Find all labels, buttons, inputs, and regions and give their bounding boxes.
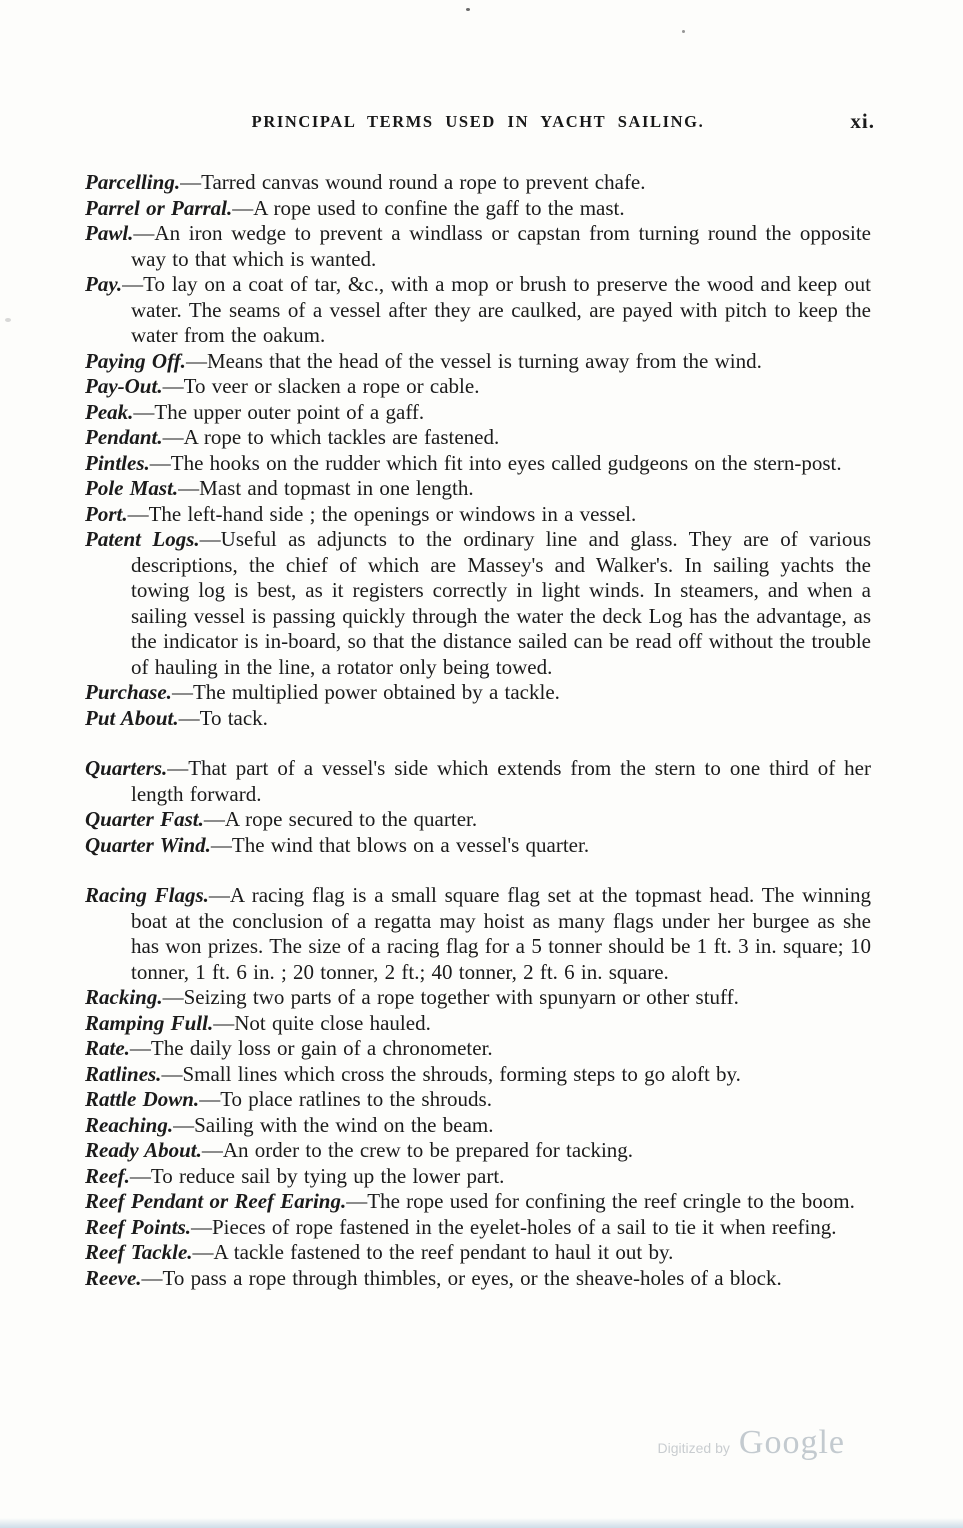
entry-term: Pendant. — [85, 425, 163, 449]
entry-definition: —Tarred canvas wound round a rope to prevent chafe. — [180, 170, 646, 194]
page-number: xi. — [850, 109, 875, 133]
entry-term: Quarter Wind. — [85, 832, 211, 857]
entry-term: Pole Mast. — [85, 476, 179, 500]
entry-definition: —To reduce sail by tying up the lower part. — [129, 1163, 505, 1188]
entry-term: Parrel or Parral. — [85, 195, 233, 220]
glossary-entry — [85, 1087, 871, 1113]
entry-term: Pay. — [85, 272, 123, 296]
glossary-section — [85, 756, 871, 858]
entry-definition: —The upper outer point of a gaff. — [133, 399, 425, 424]
entry-term: Ramping Full. — [85, 1010, 214, 1035]
entry-definition: —The wind that blows on a vessel's quarter. — [210, 832, 590, 857]
entry-term: Quarters. — [85, 756, 168, 780]
glossary-entry — [85, 1138, 871, 1164]
glossary-entry — [85, 1036, 871, 1062]
entry-term: Quarter Fast. — [85, 807, 204, 831]
glossary-entry — [85, 1240, 871, 1266]
entry-definition: —A rope secured to the quarter. — [203, 807, 478, 831]
entry-definition: —A rope used to confine the gaff to the mast. — [232, 195, 625, 220]
entry-definition: —The left-hand side ; the openings or windows in a vessel. — [127, 501, 637, 526]
entry-definition: —The rope used for confining the reef cringle to the boom. — [346, 1189, 855, 1213]
glossary-entry — [85, 170, 871, 196]
glossary-entry — [85, 527, 871, 680]
entry-term: Paying Off. — [85, 348, 186, 373]
entry-term: Ratlines. — [85, 1061, 162, 1086]
entry-definition: —Means that the head of the vessel is turning away from the wind. — [185, 348, 762, 373]
glossary-entry — [85, 985, 871, 1011]
entry-definition: —A rope to which tackles are fastened. — [162, 425, 500, 449]
entry-definition: —To veer or slacken a rope or cable. — [162, 374, 480, 398]
glossary-entry — [85, 756, 871, 807]
glossary-entry — [85, 1215, 871, 1241]
glossary-entry — [85, 502, 871, 528]
entry-definition: —Mast and topmast in one length. — [178, 476, 474, 500]
entry-definition: —The daily loss or gain of a chronometer. — [129, 1036, 493, 1060]
glossary-section — [85, 170, 871, 731]
scan-edge-band — [0, 1518, 963, 1528]
entry-term: Patent Logs. — [85, 527, 200, 551]
entry-term: Racking. — [85, 985, 163, 1009]
entry-term: Port. — [85, 501, 128, 526]
glossary-entry — [85, 425, 871, 451]
glossary-entry — [85, 1164, 871, 1190]
glossary-entry — [85, 807, 871, 833]
entry-definition: —To tack. — [178, 705, 268, 730]
glossary-entry — [85, 680, 871, 706]
entry-definition: —The multiplied power obtained by a tackle. — [171, 680, 560, 704]
glossary-entry — [85, 451, 871, 477]
glossary-entry — [85, 1011, 871, 1037]
glossary-entry — [85, 349, 871, 375]
glossary-entry — [85, 1189, 871, 1215]
entry-definition: —A tackle fastened to the reef pendant to haul it out by. — [192, 1240, 674, 1264]
entry-term: Reeve. — [85, 1265, 142, 1290]
google-logo: Google — [738, 1424, 845, 1461]
page-content — [85, 109, 875, 1291]
entry-definition: —Sailing with the wind on the beam. — [173, 1112, 494, 1137]
glossary-entry — [85, 833, 871, 859]
entry-term: Pawl. — [85, 221, 134, 245]
scan-speck — [5, 318, 11, 322]
glossary-entry — [85, 1113, 871, 1139]
entry-definition: —Useful as adjuncts to the ordinary line and glass. They are of various descriptions, the chief of which are Massey's and Walker's. In sailing yachts the towing log is best, as it registers correctly in light winds. In steamers, and when a sailing vessel is passing quickly through the water the deck Log has the advantage, as the indicator is in-board, so that the distance sailed can be read off without the trouble of hauling in the line, a rotator only being towed. — [131, 527, 872, 679]
entry-term: Reef Points. — [85, 1214, 191, 1239]
entry-definition: —To lay on a coat of tar, &c., with a mop or brush to preserve the wood and keep out water. The seams of a vessel after they are caulked, are payed with pitch to keep the water from the oakum. — [122, 272, 871, 347]
entry-term: Put About. — [85, 705, 179, 730]
entry-term: Peak. — [85, 399, 134, 424]
entry-term: Ready About. — [85, 1138, 202, 1162]
entry-term: Reef. — [85, 1163, 130, 1188]
glossary-section — [85, 883, 871, 1291]
scan-speck — [682, 30, 685, 33]
entry-term: Reef Tackle. — [85, 1240, 193, 1264]
glossary-entry — [85, 883, 871, 985]
entry-definition: —A racing flag is a small square flag set at the topmast head. The winning boat at the conclusion of a regatta may hoist as many flags under her burgee as she has won prizes. The size of a racing flag for a 5 tonner should be 1 ft. 3 in. square; 10 tonner, 1 ft. 6 in. ; 20 tonner, 2 ft.; 40 tonner, 2 ft. 6 in. square. — [131, 883, 871, 984]
glossary-entry — [85, 706, 871, 732]
glossary-entry — [85, 1062, 871, 1088]
glossary-entry — [85, 221, 871, 272]
entry-term: Purchase. — [85, 680, 172, 704]
entry-term: Pay-Out. — [85, 374, 163, 398]
entry-definition: —That part of a vessel's side which extends from the stern to one third of her length forward. — [131, 756, 871, 806]
entry-term: Pintles. — [85, 450, 150, 475]
glossary-entry — [85, 374, 871, 400]
entry-definition: —Pieces of rope fastened in the eyelet-holes of a sail to tie it when reefing. — [191, 1214, 837, 1239]
entry-definition: —The hooks on the rudder which fit into eyes called gudgeons on the stern-post. — [149, 450, 842, 475]
entry-definition: —An order to the crew to be prepared for tacking. — [201, 1138, 634, 1162]
glossary-entry — [85, 476, 871, 502]
digitization-watermark — [658, 1424, 845, 1462]
entry-term: Rattle Down. — [85, 1087, 200, 1111]
page-header — [85, 109, 875, 136]
glossary-entry — [85, 272, 871, 349]
scan-speck — [466, 8, 470, 11]
entry-definition: —To pass a rope through thimbles, or eyes, or the sheave-holes of a block. — [141, 1265, 782, 1290]
entry-definition: —Seizing two parts of a rope together with spunyarn or other stuff. — [162, 985, 739, 1009]
running-title: PRINCIPAL TERMS USED IN YACHT SAILING. — [251, 112, 705, 131]
entry-definition: —To place ratlines to the shrouds. — [199, 1087, 492, 1111]
entry-definition: —Small lines which cross the shrouds, forming steps to go aloft by. — [161, 1061, 741, 1086]
entry-term: Rate. — [85, 1036, 130, 1060]
entry-definition: —Not quite close hauled. — [213, 1010, 431, 1035]
glossary-entry — [85, 196, 871, 222]
entry-term: Reef Pendant or Reef Earing. — [85, 1189, 347, 1213]
entry-term: Racing Flags. — [85, 883, 209, 907]
glossary — [85, 170, 871, 1291]
glossary-entry — [85, 1266, 871, 1292]
entry-term: Reaching. — [85, 1112, 174, 1137]
digitized-by-label: Digitized by — [657, 1440, 730, 1456]
entry-definition: —An iron wedge to prevent a windlass or capstan from turning round the opposite way to that which is wanted. — [131, 221, 871, 271]
entry-term: Parcelling. — [85, 170, 181, 194]
glossary-entry — [85, 400, 871, 426]
